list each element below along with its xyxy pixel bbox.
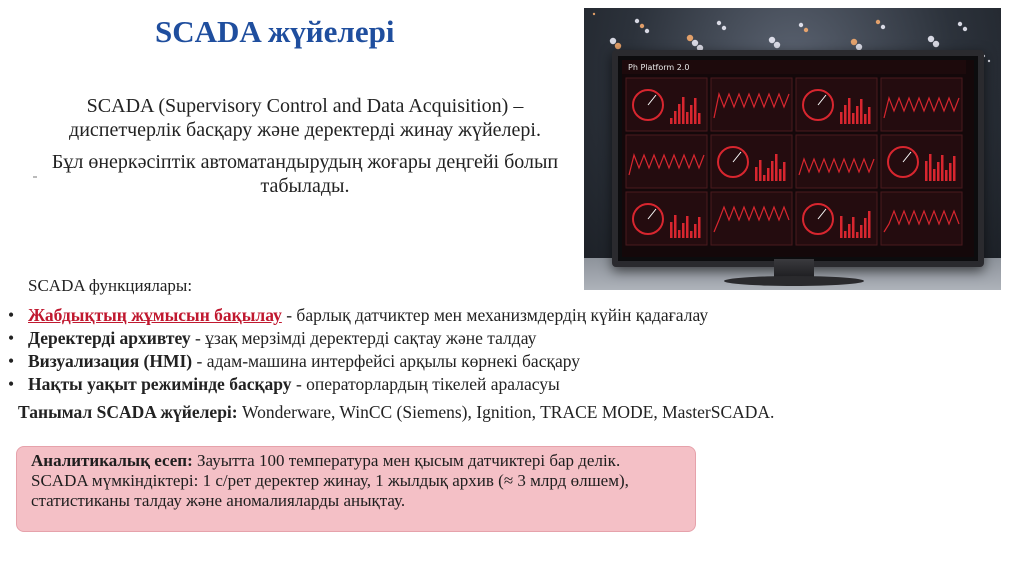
list-item [8, 350, 908, 373]
light-dot [774, 42, 780, 48]
light-dot [851, 39, 857, 45]
light-dot [799, 23, 803, 27]
light-dot [610, 38, 616, 44]
light-dot [722, 26, 726, 30]
light-dot [687, 35, 693, 41]
callout-label: Аналитикалық есеп: [31, 451, 193, 470]
light-dot [804, 28, 808, 32]
function-desc: - ұзақ мерзімді деректерді сақтау және талдау [190, 328, 537, 348]
function-desc: - адам-машина интерфейсі арқылы көрнекі басқару [192, 351, 580, 371]
bullet-dot: • [8, 328, 15, 348]
functions-heading: SCADA функциялары: [28, 276, 193, 295]
light-dot [988, 60, 990, 62]
light-dot [769, 37, 775, 43]
intro-definition: SCADA (Supervisory Control and Data Acquisition) – диспетчерлік басқару және деректерді жинау жүйелері. [69, 95, 541, 141]
function-term: Нақты уақыт режимінде басқару [28, 374, 292, 394]
function-term: Деректерді архивтеу [28, 328, 191, 348]
callout-body-1: Зауытта 100 температура мен қысым датчиктері бар делік. [192, 451, 621, 470]
light-dot [615, 43, 621, 49]
list-item [8, 304, 908, 327]
monitor [612, 50, 984, 267]
scada-monitor-photo [584, 8, 1001, 290]
function-desc: - барлық датчиктер мен механизмдердің күйін қадағалау [281, 305, 709, 325]
function-desc: - операторлардың тікелей араласуы [291, 374, 560, 394]
light-dot [963, 27, 967, 31]
monitor-base [724, 276, 864, 286]
function-term: Визуализация (HMI) [28, 351, 193, 371]
popular-label: Танымал SCADA жүйелері: [18, 402, 238, 422]
analytics-callout [16, 446, 696, 532]
monitor-screen [622, 60, 974, 257]
intro-level: Бұл өнеркәсіптік автоматандырудың жоғары деңгейі болып табылады. [51, 151, 559, 197]
dashboard-title: Ph Platform 2.0 [628, 63, 690, 72]
light-dot [640, 24, 644, 28]
light-dot [876, 20, 880, 24]
light-dot [692, 40, 698, 46]
decorative-mark [33, 176, 37, 178]
bullet-dot: • [8, 374, 15, 394]
page-title: SCADA жүйелері [155, 14, 395, 49]
light-dot [928, 36, 934, 42]
functions-list [8, 304, 908, 396]
light-dot [881, 25, 885, 29]
callout-text [31, 451, 681, 511]
scada-dashboard-graphic [622, 60, 966, 249]
bullet-dot: • [8, 305, 15, 325]
light-dot [593, 13, 595, 15]
popular-list: Wonderware, WinCC (Siemens), Ignition, TRACE MODE, MasterSCADA. [237, 402, 775, 422]
function-term: Жабдықтың жұмысын бақылау [28, 305, 282, 325]
intro-text [40, 94, 570, 206]
list-item [8, 327, 908, 350]
list-item [8, 373, 908, 396]
light-dot [717, 21, 721, 25]
light-dot [635, 19, 639, 23]
bullet-dot: • [8, 351, 15, 371]
popular-systems [18, 402, 774, 423]
light-dot [933, 41, 939, 47]
callout-body-2: SCADA мүмкіндіктері: 1 с/рет деректер жинау, 1 жылдық архив (≈ 3 млрд өлшем), статистиканы талдау және аномалияларды анықтау. [31, 471, 629, 510]
light-dot [958, 22, 962, 26]
light-dot [645, 29, 649, 33]
